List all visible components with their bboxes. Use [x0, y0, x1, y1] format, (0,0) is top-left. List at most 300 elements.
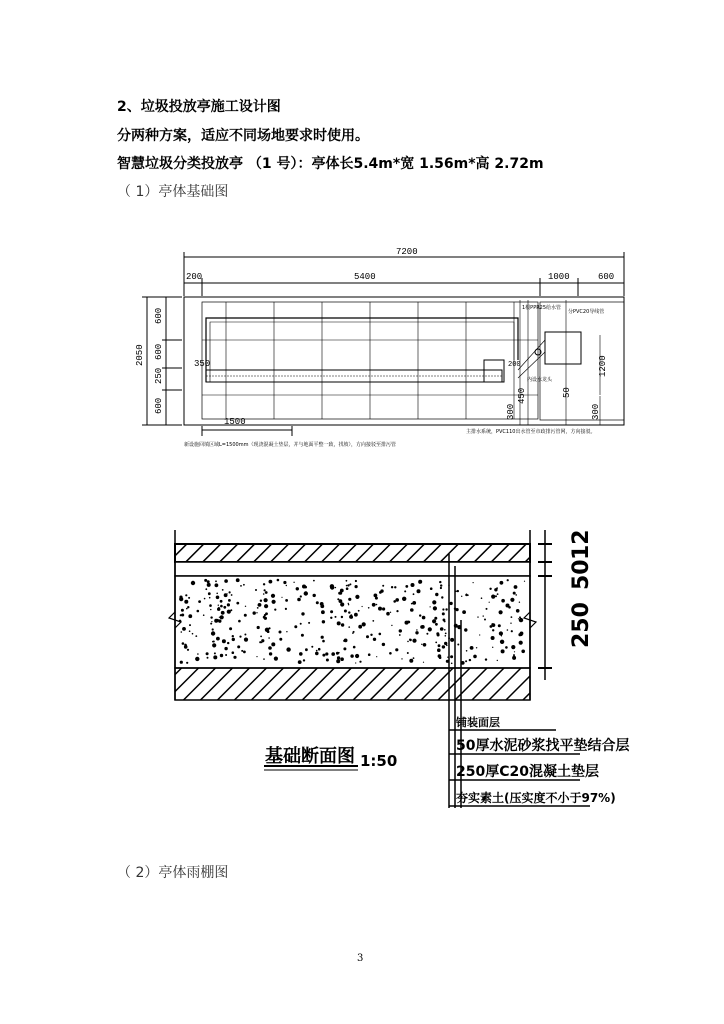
aggregate-dot [222, 639, 226, 643]
aggregate-dot [283, 581, 286, 584]
aggregate-dot [394, 586, 396, 588]
aggregate-dot [197, 610, 200, 613]
heading: 2、垃圾投放亭施工设计图 [117, 99, 281, 115]
aggregate-dot [313, 580, 315, 582]
aggregate-dot [344, 610, 347, 613]
aggregate-dot [188, 597, 190, 599]
aggregate-dot [293, 582, 294, 583]
aggregate-dot [379, 633, 382, 636]
aggregate-dot [188, 614, 192, 618]
aggregate-dot [258, 604, 260, 606]
section-dim-12: 12 [569, 529, 594, 560]
aggregate-dot [359, 661, 361, 663]
note-mid-right: 内设水龙头 [527, 377, 553, 383]
aggregate-dot [316, 650, 318, 652]
aggregate-dot [477, 616, 478, 617]
section2-title: （ 2）亭体雨棚图 [117, 865, 229, 881]
aggregate-dot [376, 604, 378, 606]
aggregate-dot [256, 612, 257, 613]
aggregate-dot [370, 634, 372, 636]
dim-600-b: 600 [154, 343, 164, 360]
aggregate-dot [244, 638, 248, 642]
aggregate-dot [272, 600, 276, 604]
aggregate-dot [402, 597, 406, 601]
aggregate-dot [209, 604, 212, 607]
aggregate-dot [337, 621, 341, 625]
aggregate-dot [413, 657, 415, 659]
aggregate-dot [322, 620, 325, 623]
aggregate-dot [368, 607, 370, 609]
aggregate-dot [492, 647, 493, 648]
aggregate-dot [301, 634, 304, 637]
aggregate-dot [372, 603, 376, 607]
aggregate-dot [298, 660, 302, 664]
aggregate-dot [355, 580, 357, 582]
aggregate-dot [405, 621, 409, 625]
aggregate-dot [263, 658, 265, 660]
aggregate-dot [268, 646, 272, 650]
aggregate-dot [322, 640, 325, 643]
note-bottom-left: 新设施回填区域L=1500mm（现浇混凝土垫层，并与地面平整一致，找坡），方向接驳至排污管 [184, 442, 396, 448]
aggregate-dot [440, 587, 442, 589]
dim-600-c: 600 [154, 397, 164, 414]
aggregate-dot [382, 585, 384, 587]
aggregate-dot [450, 655, 453, 658]
aggregate-dot [358, 625, 362, 629]
aggregate-dot [257, 626, 260, 629]
aggregate-dot [499, 631, 503, 635]
aggregate-dot [519, 618, 523, 622]
aggregate-dot [494, 588, 497, 591]
section-scale: 1:50 [360, 752, 398, 770]
plan-labels [135, 247, 614, 427]
aggregate-dot [341, 616, 343, 618]
pavilion-spec: 智慧垃圾分类投放亭 （1 号）：亭体长5.4m*宽 1.56m*高 2.72m [117, 156, 544, 172]
aggregate-dot [358, 610, 360, 612]
aggregate-dot [220, 605, 223, 608]
aggregate-dot [213, 641, 215, 643]
aggregate-dot [501, 635, 502, 636]
layer-3: 250厚C20混凝土垫层 [456, 764, 599, 780]
aggregate-dot [432, 619, 436, 623]
aggregate-dot [300, 595, 302, 597]
aggregate-dot [301, 612, 304, 615]
aggregate-dot [325, 652, 328, 655]
aggregate-dot [473, 655, 477, 659]
aggregate-dot [218, 619, 221, 622]
section1-title: （ 1）亭体基础图 [117, 184, 229, 200]
aggregate-dot [220, 600, 223, 603]
aggregate-dot [389, 652, 392, 655]
aggregate-dot [510, 598, 514, 602]
dim-300-a: 300 [506, 403, 516, 420]
aggregate-dot [466, 650, 468, 652]
aggregate-dot [440, 584, 442, 586]
aggregate-dot [411, 583, 415, 587]
aggregate-dot [338, 652, 340, 654]
aggregate-dot [518, 618, 519, 619]
aggregate-dot [348, 611, 350, 613]
aggregate-dot [186, 608, 188, 610]
aggregate-dot [506, 604, 510, 608]
aggregate-dot [362, 606, 363, 607]
aggregate-dot [505, 646, 508, 649]
aggregate-dot [430, 587, 433, 590]
aggregate-dot [457, 644, 459, 646]
aggregate-dot [224, 647, 227, 650]
aggregate-dot [189, 624, 191, 626]
aggregate-dot [197, 653, 199, 655]
aggregate-dot [229, 627, 232, 630]
aggregate-dot [216, 593, 218, 595]
layer-1: 铺装面层 [456, 716, 500, 729]
aggregate-dot [499, 610, 503, 614]
dim-total: 7200 [396, 247, 418, 257]
aggregate-dot [467, 594, 469, 596]
aggregate-dot [456, 608, 459, 611]
aggregate-dot [315, 652, 319, 656]
aggregate-dot [305, 648, 308, 651]
aggregate-dot [432, 600, 436, 604]
aggregate-dot [439, 581, 441, 583]
aggregate-dot [399, 634, 401, 636]
aggregate-dot [445, 635, 447, 637]
aggregate-dot [210, 616, 212, 618]
aggregate-dot [229, 591, 231, 593]
aggregate-dot [451, 663, 453, 665]
aggregate-dot [412, 601, 416, 605]
aggregate-dot [465, 660, 467, 662]
aggregate-dot [227, 642, 229, 644]
aggregate-dot [373, 638, 376, 641]
aggregate-dot [195, 635, 197, 637]
aggregate-dot [409, 639, 412, 642]
dim-5400: 5400 [354, 272, 376, 282]
aggregate-dot [481, 597, 483, 599]
aggregate-dot [524, 581, 525, 582]
aggregate-dot [185, 594, 187, 596]
aggregate-dot [186, 662, 188, 664]
dim-600-right: 600 [598, 272, 615, 282]
aggregate-dot [354, 613, 358, 617]
aggregate-dot [224, 579, 228, 583]
aggregate-dot [442, 608, 444, 610]
dim-600-a: 600 [154, 307, 164, 324]
note-top-right-1: 1根PPR25给水管 [522, 305, 562, 311]
aggregate-dot [484, 619, 486, 621]
aggregate-dot [337, 656, 340, 659]
aggregate-dot [518, 633, 521, 636]
aggregate-dot [355, 585, 358, 588]
aggregate-dot [271, 642, 275, 646]
aggregate-dot [519, 641, 523, 645]
aggregate-dot [445, 633, 447, 635]
aggregate-dot [181, 631, 183, 633]
dim-350: 350 [194, 359, 211, 369]
aggregate-dot [479, 634, 480, 635]
aggregate-dot [215, 583, 219, 587]
aggregate-dot [438, 654, 442, 658]
aggregate-dot [341, 659, 343, 661]
aggregate-dot [407, 641, 409, 643]
aggregate-dot [491, 636, 495, 640]
aggregate-dot [485, 658, 487, 660]
dim-200-small: 200 [508, 361, 521, 369]
aggregate-dot [376, 656, 377, 657]
aggregate-dot [243, 651, 246, 654]
aggregate-dot [521, 650, 525, 654]
aggregate-dot [391, 586, 393, 588]
aggregate-dot [220, 654, 223, 657]
aggregate-dot [498, 624, 501, 627]
aggregate-dot [353, 631, 355, 633]
aggregate-dot [320, 604, 324, 608]
aggregate-dot [244, 634, 246, 636]
aggregate-dot [245, 606, 246, 607]
aggregate-dot [416, 629, 417, 630]
aggregate-dot [238, 620, 241, 623]
aggregate-dot [500, 581, 504, 585]
aggregate-dot [210, 609, 211, 610]
aggregate-dot [355, 662, 356, 663]
aggregate-dot [308, 622, 310, 624]
aggregate-dot [511, 616, 513, 618]
aggregate-dot [321, 636, 324, 639]
aggregate-dot [435, 642, 437, 644]
aggregate-dot [382, 607, 385, 610]
dim-450: 450 [517, 387, 527, 404]
aggregate-dot [236, 602, 239, 605]
aggregate-dot [268, 627, 270, 629]
aggregate-dot [277, 579, 280, 582]
aggregate-dot [264, 617, 267, 620]
aggregate-dot [286, 585, 287, 586]
aggregate-dot [348, 603, 349, 604]
aggregate-dot [211, 631, 215, 635]
aggregate-dot [513, 654, 515, 656]
aggregate-dot [507, 629, 509, 631]
section-dim-250: 250 [569, 602, 594, 648]
aggregate-dot [443, 619, 446, 622]
aggregate-dot [512, 656, 516, 660]
aggregate-dot [347, 584, 349, 586]
aggregate-dot [255, 589, 257, 591]
aggregate-dot [297, 598, 301, 602]
aggregate-dot [336, 659, 340, 663]
aggregate-dot [442, 645, 445, 648]
aggregate-dot [331, 652, 335, 656]
aggregate-dot [264, 614, 266, 616]
aggregate-dot [313, 594, 316, 597]
aggregate-dot [225, 654, 227, 656]
layer-4: 夯实素土(压实度不小于97%) [456, 791, 616, 805]
aggregate-dot [263, 583, 265, 585]
aggregate-dot [214, 619, 218, 623]
aggregate-dot [450, 638, 454, 642]
aggregate-dot [241, 650, 243, 652]
aggregate-dot [343, 647, 346, 650]
aggregate-dot [217, 608, 220, 611]
aggregate-dot [462, 610, 466, 614]
aggregate-dot [294, 625, 297, 628]
aggregate-dot [218, 605, 219, 606]
aggregate-dot [417, 589, 421, 593]
aggregate-dot [265, 591, 268, 594]
aggregate-dot [492, 623, 496, 627]
aggregate-dot [413, 593, 415, 595]
aggregate-dot [335, 587, 336, 588]
aggregate-dot [476, 647, 477, 648]
aggregate-dot [321, 610, 325, 614]
aggregate-dot [261, 639, 264, 642]
aggregate-dot [180, 614, 182, 616]
aggregate-dot [274, 657, 278, 661]
aggregate-dot [440, 627, 444, 631]
aggregate-dot [279, 631, 282, 634]
aggregate-dot [344, 639, 348, 643]
aggregate-dot [303, 659, 305, 661]
aggregate-dot [519, 602, 520, 603]
aggregate-dot [263, 593, 265, 595]
aggregate-dot [227, 610, 231, 614]
aggregate-dot [304, 586, 307, 589]
aggregate-dot [230, 609, 232, 611]
aggregate-dot [426, 633, 428, 635]
aggregate-dot [299, 652, 303, 656]
aggregate-dot [340, 602, 344, 606]
aggregate-dot [391, 625, 392, 626]
aggregate-dot [511, 630, 513, 632]
aggregate-dot [489, 602, 490, 603]
dim-1200: 1200 [598, 355, 608, 377]
aggregate-dot [236, 578, 240, 582]
aggregate-dot [192, 633, 194, 635]
aggregate-dot [483, 615, 484, 616]
aggregate-dot [239, 636, 241, 638]
aggregate-dot [514, 585, 518, 589]
aggregate-dot [339, 592, 342, 595]
aggregate-dot [285, 608, 287, 610]
aggregate-dot [210, 623, 212, 625]
page-number: 3 [357, 953, 364, 964]
aggregate-dot [346, 585, 348, 587]
aggregate-dot [195, 657, 199, 661]
aggregate-dot [492, 629, 494, 631]
aggregate-dot [330, 584, 334, 588]
aggregate-dot [355, 595, 359, 599]
section-title: 基础断面图 [265, 746, 355, 767]
aggregate-dot [184, 645, 188, 649]
aggregate-dot [189, 630, 191, 632]
aggregate-dot [240, 585, 242, 587]
aggregate-dot [350, 654, 353, 657]
aggregate-dot [444, 629, 446, 631]
aggregate-dot [407, 652, 409, 654]
aggregate-dot [497, 660, 498, 661]
aggregate-dot [198, 600, 201, 603]
aggregate-dot [286, 631, 287, 632]
dim-1000: 1000 [548, 272, 570, 282]
aggregate-dot [311, 646, 313, 648]
aggregate-dot [182, 642, 185, 645]
aggregate-dot [259, 641, 261, 643]
dim-50: 50 [562, 387, 572, 398]
aggregate-dot [353, 646, 356, 649]
aggregate-dot [441, 596, 443, 598]
aggregate-dot [204, 598, 206, 600]
aggregate-dot [205, 588, 207, 590]
aggregate-dot [513, 592, 516, 595]
aggregate-dot [203, 614, 205, 616]
aggregate-dot [396, 610, 398, 612]
aggregate-dot [232, 651, 235, 654]
aggregate-dot [374, 594, 378, 598]
aggregate-dot [500, 640, 504, 644]
aggregate-dot [330, 617, 332, 619]
note-top-right-2: 分PVC20导线管 [568, 309, 605, 315]
aggregate-dot [269, 652, 272, 655]
dim-200: 200 [186, 272, 203, 282]
aggregate-dot [304, 591, 308, 595]
aggregate-dot [390, 612, 391, 613]
aggregate-dot [514, 651, 515, 652]
aggregate-dot [423, 662, 424, 663]
aggregate-dot [207, 583, 211, 587]
layer-2: 50厚水泥砂浆找平垫结合层 [456, 738, 630, 754]
aggregate-dot [256, 656, 257, 657]
aggregate-dot [410, 608, 414, 612]
aggregate-dot [366, 635, 369, 638]
aggregate-dot [222, 589, 224, 591]
aggregate-dot [233, 656, 236, 659]
aggregate-dot [279, 638, 282, 641]
aggregate-dot [495, 595, 497, 597]
aggregate-dot [378, 607, 382, 611]
aggregate-dot [207, 657, 209, 659]
aggregate-dot [269, 580, 273, 584]
aggregate-dot [516, 609, 520, 613]
aggregate-dot [457, 590, 459, 592]
aggregate-dot [264, 598, 268, 602]
aggregate-dot [341, 623, 344, 626]
aggregate-dot [491, 595, 495, 599]
dim-250: 250 [154, 367, 164, 384]
aggregate-dot [214, 652, 216, 654]
aggregate-dot [335, 616, 337, 618]
aggregate-dot [286, 647, 290, 651]
aggregate-dot [464, 628, 467, 631]
aggregate-dot [420, 625, 423, 628]
aggregate-dot [430, 606, 431, 607]
aggregate-dot [409, 659, 413, 663]
aggregate-dot [515, 594, 517, 596]
aggregate-dot [285, 599, 288, 602]
aggregate-dot [264, 604, 268, 608]
aggregate-dot [191, 581, 195, 585]
aggregate-dot [437, 648, 441, 652]
aggregate-dot [330, 610, 333, 613]
aggregate-dot [232, 638, 235, 641]
aggregate-dot [260, 636, 262, 638]
aggregate-dot [497, 593, 499, 595]
aggregate-dot [208, 592, 211, 595]
aggregate-dot [179, 597, 183, 601]
aggregate-dot [507, 579, 509, 581]
aggregate-dot [228, 599, 231, 602]
aggregate-dot [415, 631, 418, 634]
aggregate-dot [274, 609, 276, 611]
aggregate-dot [386, 612, 390, 616]
